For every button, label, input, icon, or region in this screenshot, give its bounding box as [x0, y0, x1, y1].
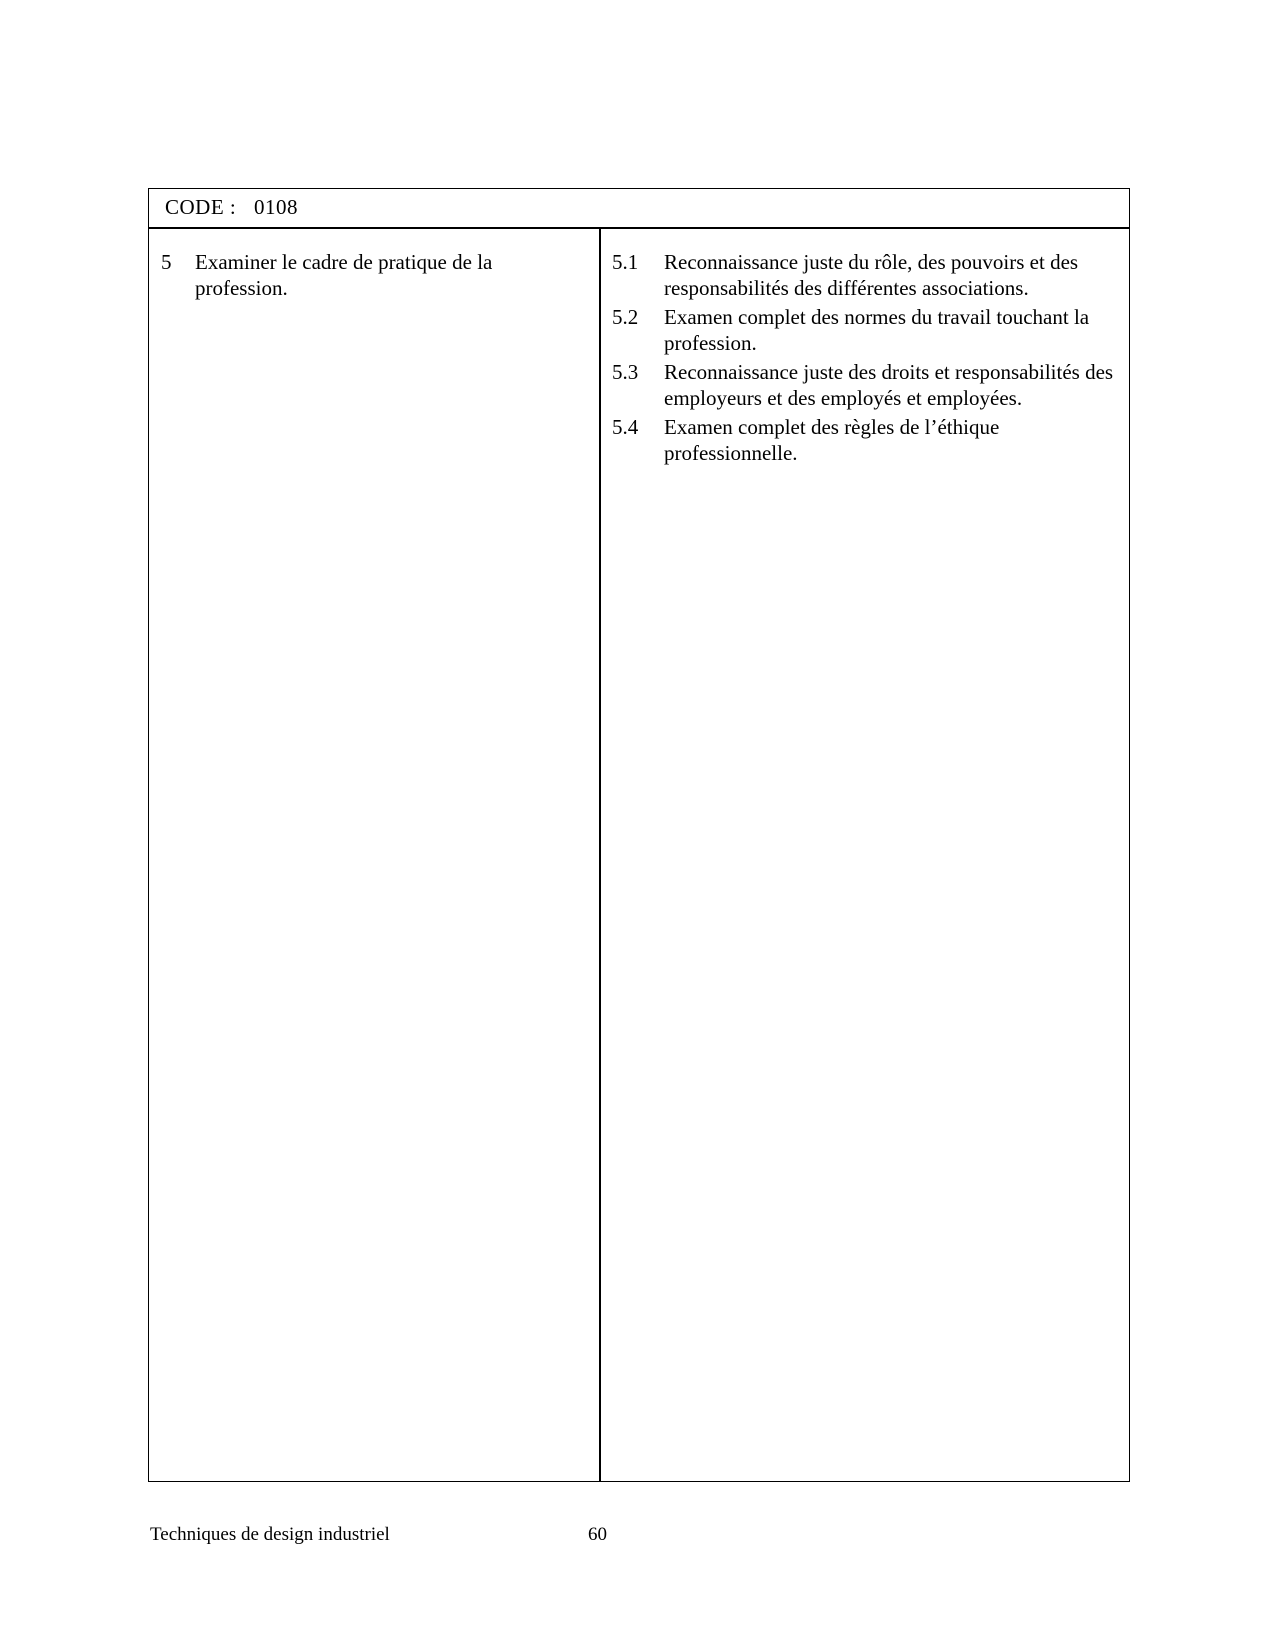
criteria-column	[612, 249, 1122, 469]
competency-table	[148, 188, 1130, 1482]
criterion-text: Reconnaissance juste des droits et responsabilités des employeurs et des employés et employées.	[664, 360, 1114, 410]
competency-text: Examiner le cadre de pratique de la profession.	[195, 250, 493, 300]
criterion-item	[612, 359, 1122, 411]
criterion-number: 5.3	[612, 360, 639, 384]
code-value: 0108	[254, 195, 298, 219]
page-number: 60	[588, 1524, 607, 1545]
criterion-number: 5.1	[612, 250, 639, 274]
criterion-number: 5.2	[612, 305, 639, 329]
criterion-text: Reconnaissance juste du rôle, des pouvoirs et des responsabilités des différentes associations.	[664, 250, 1079, 300]
criterion-item	[612, 304, 1122, 356]
column-divider	[599, 229, 601, 1481]
competency-column	[161, 249, 581, 304]
criterion-number: 5.4	[612, 415, 639, 439]
code-label: CODE :	[165, 195, 237, 219]
footer-title: Techniques de design industriel	[150, 1524, 390, 1545]
criterion-item	[612, 414, 1122, 466]
criterion-item	[612, 249, 1122, 301]
competency-item	[161, 249, 581, 301]
criterion-text: Examen complet des règles de l’éthique professionnelle.	[664, 415, 1000, 465]
code-header	[149, 189, 1129, 229]
competency-number: 5	[161, 250, 172, 274]
criterion-text: Examen complet des normes du travail touchant la profession.	[664, 305, 1090, 355]
